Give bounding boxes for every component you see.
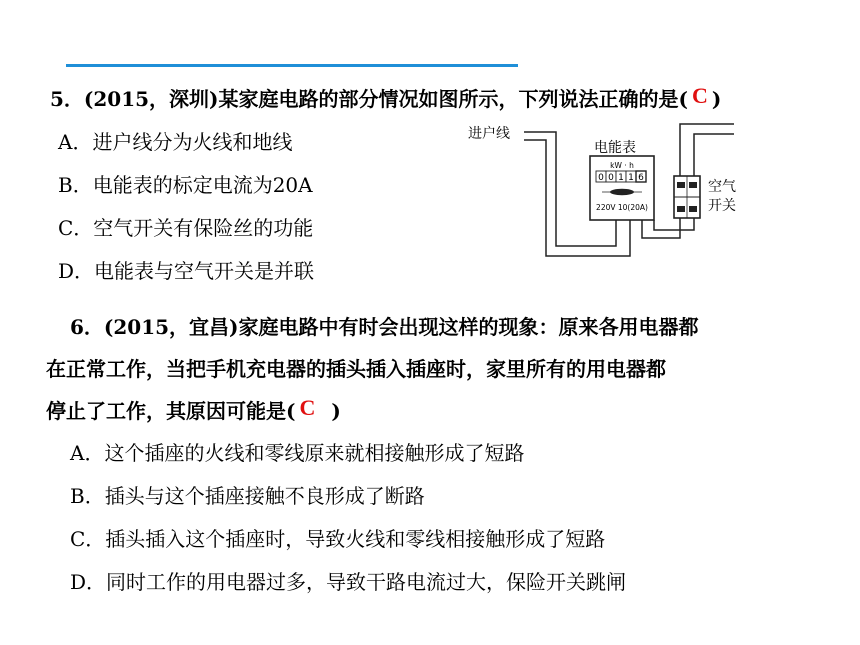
air-switch	[674, 176, 700, 218]
meter-counter	[596, 171, 646, 183]
q6-stem-line2: 在正常工作，当把手机充电器的插头插入插座时，家里所有的用电器都	[46, 357, 666, 381]
meter-digit: 1	[618, 173, 624, 183]
meter-digit: 1	[628, 173, 634, 183]
meter-unit: kW · h	[610, 161, 634, 170]
q5-stem	[50, 83, 722, 111]
q5-answer: C	[691, 83, 708, 108]
q5-option-d: D．电能表与空气开关是并联	[58, 259, 315, 283]
q6-answer: C	[299, 395, 316, 420]
breaker-label-line1: 空气	[708, 179, 736, 195]
q5-option-b: B．电能表的标定电流为20A	[58, 173, 313, 197]
q6-stem-line1: 6．(2015，宜昌)家庭电路中有时会出现这样的现象：原来各用电器都	[70, 315, 699, 339]
q6-stem-line3	[46, 395, 341, 423]
q6-option-a: A．这个插座的火线和零线原来就相接触形成了短路	[70, 441, 525, 465]
q5-stem-text: 5．(2015，深圳)某家庭电路的部分情况如图所示，下列说法正确的是(	[50, 87, 688, 111]
meter-title: 电能表	[594, 140, 636, 156]
meter-digit: 6	[638, 173, 644, 183]
meter-digit: 0	[608, 173, 614, 183]
circuit-diagram	[462, 118, 752, 266]
meter-rating: 220V 10(20A)	[596, 203, 648, 212]
incoming-line-label: 进户线	[468, 126, 510, 142]
q6-option-c: C．插头插入这个插座时，导致火线和零线相接触形成了短路	[70, 527, 606, 551]
q6-stem-close: )	[331, 399, 341, 423]
electricity-meter	[590, 156, 654, 220]
outgoing-wires	[680, 124, 734, 176]
q6-option-d: D．同时工作的用电器过多，导致干路电流过大，保险开关跳闸	[70, 570, 627, 594]
q5-option-a: A．进户线分为火线和地线	[58, 130, 293, 154]
meter-to-breaker-wires	[642, 218, 694, 238]
q6-option-b: B．插头与这个插座接触不良形成了断路	[70, 484, 425, 508]
q5-stem-close: )	[711, 87, 722, 111]
title-accent-bar	[66, 64, 518, 67]
meter-digit: 0	[598, 173, 604, 183]
q5-option-c: C．空气开关有保险丝的功能	[58, 216, 314, 240]
q6-stem-line3-text: 停止了工作，其原因可能是(	[46, 399, 296, 423]
breaker-label-line2: 开关	[708, 198, 736, 214]
